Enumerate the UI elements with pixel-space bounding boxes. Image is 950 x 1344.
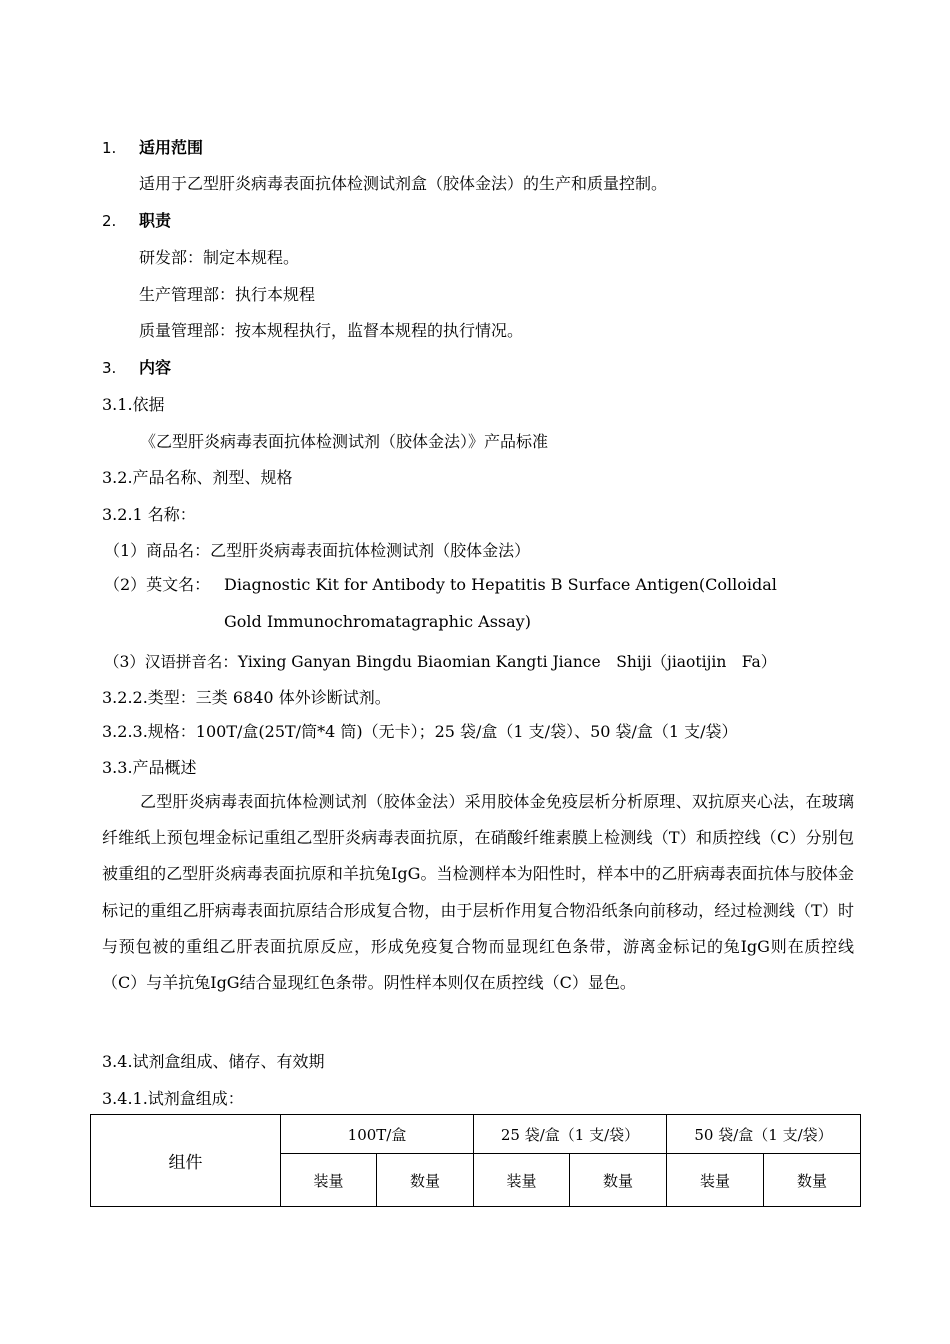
section-3-title: 内容 bbox=[139, 358, 172, 377]
section-1-number: 1. bbox=[102, 139, 117, 157]
section-3-number: 3. bbox=[102, 359, 117, 377]
responsibility-production: 生产管理部：执行本规程 bbox=[139, 285, 316, 304]
spec-header-100t: 100T/盒 bbox=[281, 1115, 474, 1154]
responsibility-rd: 研发部：制定本规程。 bbox=[139, 248, 300, 267]
section-3-3-title: 3.3.产品概述 bbox=[102, 758, 197, 777]
table-header-row bbox=[91, 1115, 861, 1154]
fill-volume-header: 装量 bbox=[281, 1154, 377, 1207]
kit-composition-table bbox=[90, 1114, 861, 1207]
section-3-1-title: 3.1.依据 bbox=[102, 395, 165, 414]
pinyin-name: （3）汉语拼音名：Yixing Ganyan Bingdu Biaomian Kangti Jiance Shiji（jiaotijin Fa） bbox=[104, 653, 777, 671]
fill-volume-header: 装量 bbox=[474, 1154, 570, 1207]
section-1-body: 适用于乙型肝炎病毒表面抗体检测试剂盒（胶体金法）的生产和质量控制。 bbox=[139, 174, 668, 193]
section-3-2-title: 3.2.产品名称、剂型、规格 bbox=[102, 468, 293, 487]
trade-name: （1）商品名：乙型肝炎病毒表面抗体检测试剂（胶体金法） bbox=[104, 541, 531, 560]
section-3-2-2: 3.2.2.类型：三类 6840 体外诊断试剂。 bbox=[102, 688, 391, 707]
section-3-2-3: 3.2.3.规格：100T/盒(25T/筒*4 筒)（无卡）；25 袋/盒（1 支/袋）、50 袋/盒（1 支/袋） bbox=[102, 722, 738, 741]
section-3-2-1-title: 3.2.1 名称： bbox=[102, 505, 196, 524]
spec-header-25-bags: 25 袋/盒（1 支/袋） bbox=[474, 1115, 667, 1154]
section-3-1-body: 《乙型肝炎病毒表面抗体检测试剂（胶体金法）》产品标准 bbox=[140, 432, 549, 451]
spec-header-50-bags: 50 袋/盒（1 支/袋） bbox=[667, 1115, 861, 1154]
section-2-title: 职责 bbox=[139, 211, 172, 230]
english-name-label: （2）英文名： bbox=[104, 575, 211, 594]
english-name-line-2: Gold Immunochromatagraphic Assay) bbox=[224, 612, 531, 631]
quantity-header: 数量 bbox=[377, 1154, 474, 1207]
section-3-4-title: 3.4.试剂盒组成、储存、有效期 bbox=[102, 1052, 325, 1071]
english-name-line-1: Diagnostic Kit for Antibody to Hepatitis B Surface Antigen(Colloidal bbox=[224, 575, 777, 594]
component-header: 组件 bbox=[91, 1115, 281, 1207]
product-overview-paragraph: 乙型肝炎病毒表面抗体检测试剂（胶体金法）采用胶体金免疫层析分析原理、双抗原夹心法，在玻璃纤维纸上预包埋金标记重组乙型肝炎病毒表面抗原，在硝酸纤维素膜上检测线（T）和质控线（C）分别包被重组的乙型肝炎病毒表面抗原和羊抗兔IgG。当检测样本为阳性时，样本中的乙肝病毒表面抗体与胶体金标记的重组乙肝病毒表面抗原结合形成复合物，由于层析作用复合物沿纸条向前移动，经过检测线（T）时与预包被的重组乙肝表面抗原反应，形成免疫复合物而显现红色条带，游离金标记的兔IgG则在质控线（C）与羊抗兔IgG结合显现红色条带。阴性样本则仅在质控线（C）显色。 bbox=[102, 792, 854, 993]
fill-volume-header: 装量 bbox=[667, 1154, 764, 1207]
quantity-header: 数量 bbox=[764, 1154, 861, 1207]
quantity-header: 数量 bbox=[570, 1154, 667, 1207]
section-2-number: 2. bbox=[102, 212, 117, 230]
section-1-title: 适用范围 bbox=[139, 138, 204, 157]
responsibility-quality: 质量管理部：按本规程执行，监督本规程的执行情况。 bbox=[139, 321, 524, 340]
section-3-4-1-title: 3.4.1.试剂盒组成： bbox=[102, 1089, 244, 1108]
